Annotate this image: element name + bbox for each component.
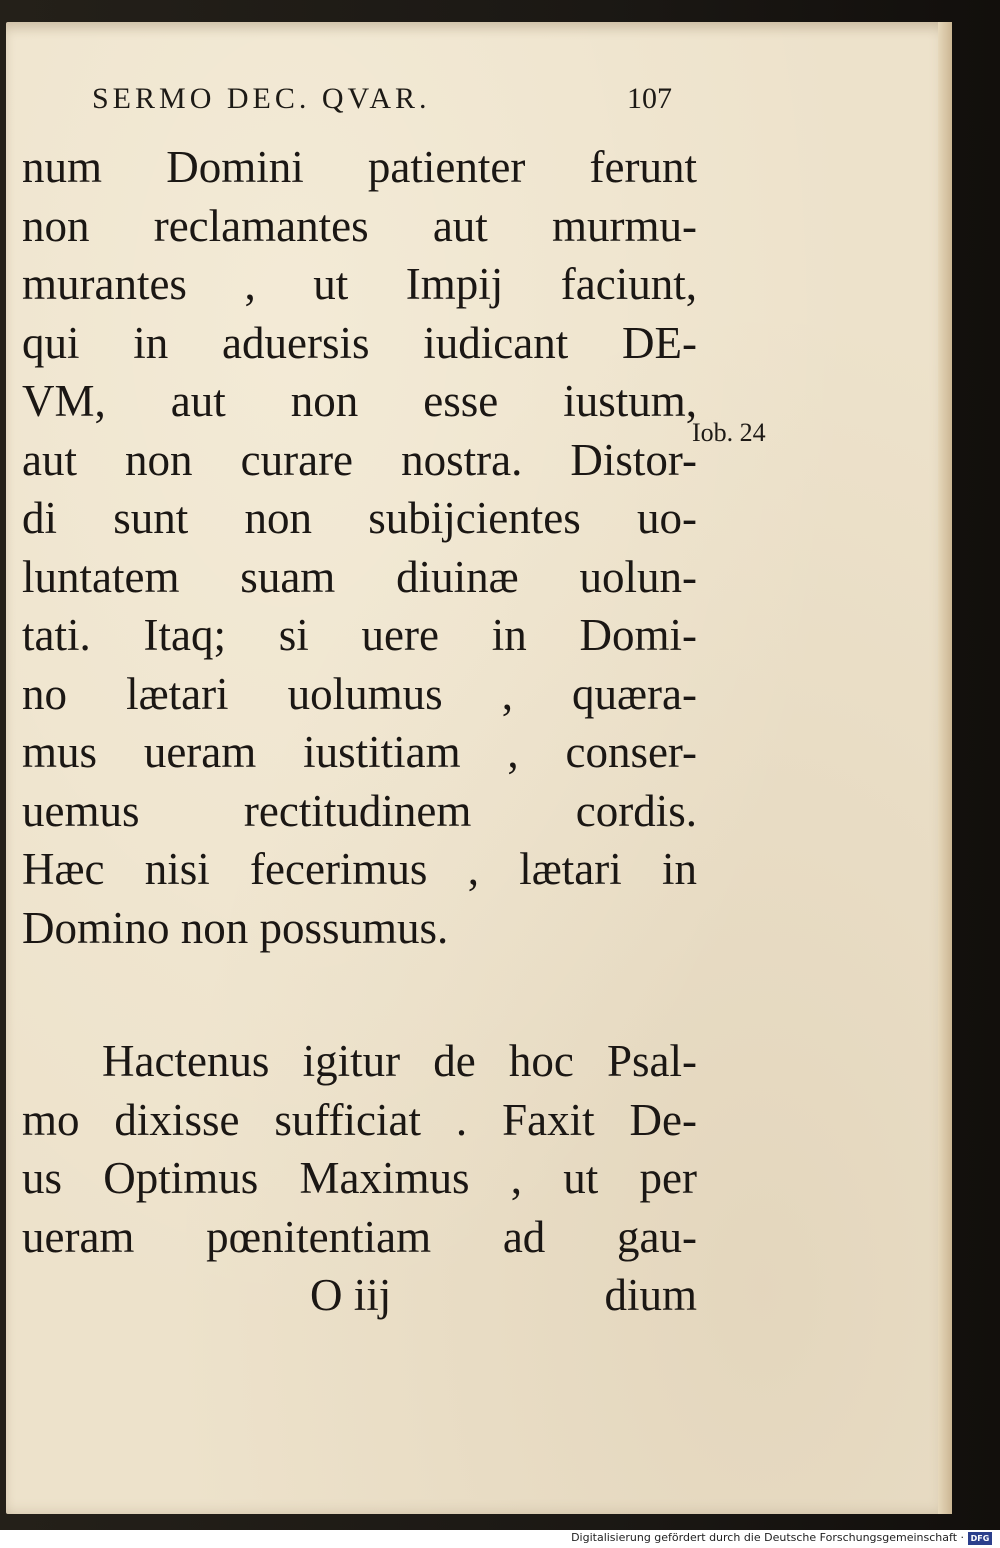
dfg-logo: DFG	[968, 1532, 992, 1545]
text-line: num Domini patienter ferunt	[22, 142, 697, 192]
page-edge	[938, 22, 952, 1514]
text-line: mus ueram iustitiam , conser-	[22, 727, 697, 777]
page-header	[92, 82, 672, 122]
text-line: mo dixisse sufficiat . Faxit De-	[22, 1094, 697, 1145]
footer-credit: Digitalisierung gefördert durch die Deutsche Forschungsgemeinschaft ·	[571, 1531, 964, 1544]
text-line: Hactenus igitur de hoc Psal-	[102, 1036, 697, 1086]
running-title: SERMO DEC. QVAR.	[92, 82, 431, 115]
text-line: uemus rectitudinem cordis.	[22, 785, 697, 836]
text-line: luntatem suam diuinæ uolun-	[22, 551, 697, 602]
margin-note: Iob. 24	[692, 418, 766, 447]
text-line: VM, aut non esse iustum,	[22, 376, 697, 426]
page-number: 107	[627, 82, 672, 115]
signature-line	[22, 1266, 697, 1325]
body-text	[22, 138, 697, 1325]
text-line: no lætari uolumus , quæra-	[22, 668, 697, 719]
catchword: dium	[604, 1270, 697, 1320]
text-line: non reclamantes aut murmu-	[22, 200, 697, 251]
paragraph-gap	[22, 957, 697, 1032]
text-line: aut non curare nostra. Distor-	[22, 434, 697, 485]
text-line: murantes , ut Impij faciunt,	[22, 259, 697, 309]
text-line: us Optimus Maximus , ut per	[22, 1153, 697, 1203]
text-line: di sunt non subijcientes uo-	[22, 493, 697, 543]
text-line: tati. Itaq; si uere in Domi-	[22, 610, 697, 660]
text-line: Hæc nisi fecerimus , lætari in	[22, 844, 697, 894]
text-line: qui in aduersis iudicant DE-	[22, 317, 697, 368]
text-line: Domino non possumus.	[22, 902, 449, 953]
text-line: ueram pœnitentiam ad gau-	[22, 1211, 697, 1262]
signature-mark: O iij	[310, 1270, 392, 1320]
